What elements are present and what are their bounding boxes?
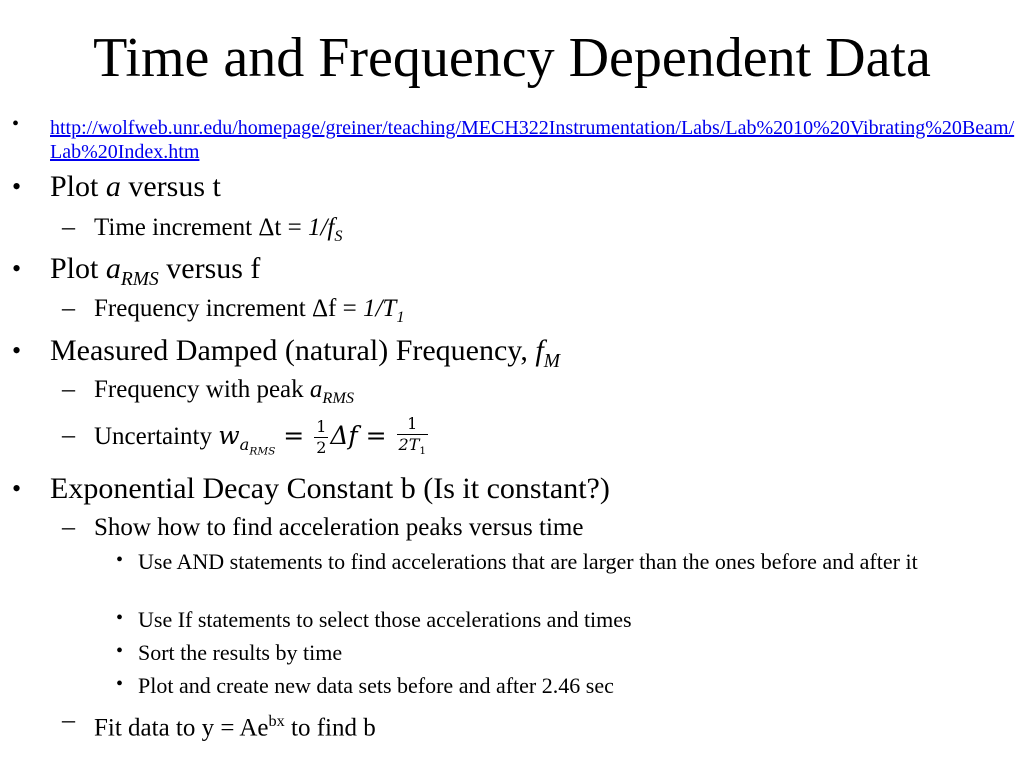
dash-marker: – bbox=[62, 374, 75, 403]
fraction-half: $\frac{1}{2}$ bbox=[316, 417, 327, 457]
bullet-plot-create: Plot and create new data sets before and after 2.46 sec bbox=[138, 673, 614, 698]
bullet-peak-frequency: Frequency with peak $a_{RMS}$ bbox=[94, 376, 354, 407]
dash-marker: – bbox=[62, 212, 75, 241]
bullet-use-and: Use AND statements to find accelerations that are larger than the ones before and after it bbox=[138, 549, 918, 574]
slide-title: Time and Frequency Dependent Data bbox=[93, 27, 931, 89]
reference-link[interactable]: http://wolfweb.unr.edu/homepage/greiner/teaching/MECH322Instrumentation/Labs/Lab%2010%20Vibrating%20Beam/Lab%20Index.htm bbox=[50, 117, 1015, 163]
small-bullet-marker: • bbox=[116, 549, 124, 571]
dash-marker: – bbox=[62, 705, 75, 734]
bullet-plot-arms: Plot $a_{RMS}$ versus f bbox=[50, 252, 261, 290]
bullet-time-increment: Time increment $\Delta t = 1/f_S$ bbox=[94, 214, 343, 245]
small-bullet-marker: • bbox=[116, 673, 124, 695]
bullet-use-if: Use If statements to select those accelerations and times bbox=[138, 607, 632, 632]
small-bullet-marker: • bbox=[116, 607, 124, 629]
bullet-measured-frequency: Measured Damped (natural) Frequency, $f_M$ bbox=[50, 334, 560, 372]
bullet-marker: • bbox=[12, 336, 22, 365]
small-bullet-marker: • bbox=[116, 640, 124, 662]
bullet-marker: • bbox=[12, 254, 22, 283]
bullet-show-how: Show how to find acceleration peaks versus time bbox=[94, 514, 584, 541]
fraction-inverse-period: $\frac{1}{2T_1}$ bbox=[398, 413, 427, 458]
bullet-marker: • bbox=[12, 172, 22, 201]
dash-marker: – bbox=[62, 293, 75, 322]
dash-marker: – bbox=[62, 512, 75, 541]
bullet-frequency-increment: Frequency increment $\Delta f = 1/T_1$ bbox=[94, 295, 405, 326]
bullet-plot-a: Plot a versus t bbox=[50, 170, 221, 203]
bullet-sort: Sort the results by time bbox=[138, 640, 343, 665]
dash-marker: – bbox=[62, 420, 75, 449]
bullet-decay-constant: Exponential Decay Constant b (Is it constant?) bbox=[50, 472, 610, 505]
bullet-uncertainty: Uncertainty $w_{a_{RMS}}$ = $\frac{1}{2}$ Δf = $\frac{1}{2T_1}$ bbox=[94, 412, 430, 475]
uncertainty-formula: $w_{a_{RMS}}$ = $\frac{1}{2}$ Δf = $\frac{1}{2T_1}$ bbox=[218, 421, 430, 450]
bullet-marker: • bbox=[12, 113, 20, 135]
bullet-fit-data: Fit data to $y = Ae^{bx}$ to find b bbox=[94, 712, 376, 742]
bullet-marker: • bbox=[12, 474, 22, 503]
